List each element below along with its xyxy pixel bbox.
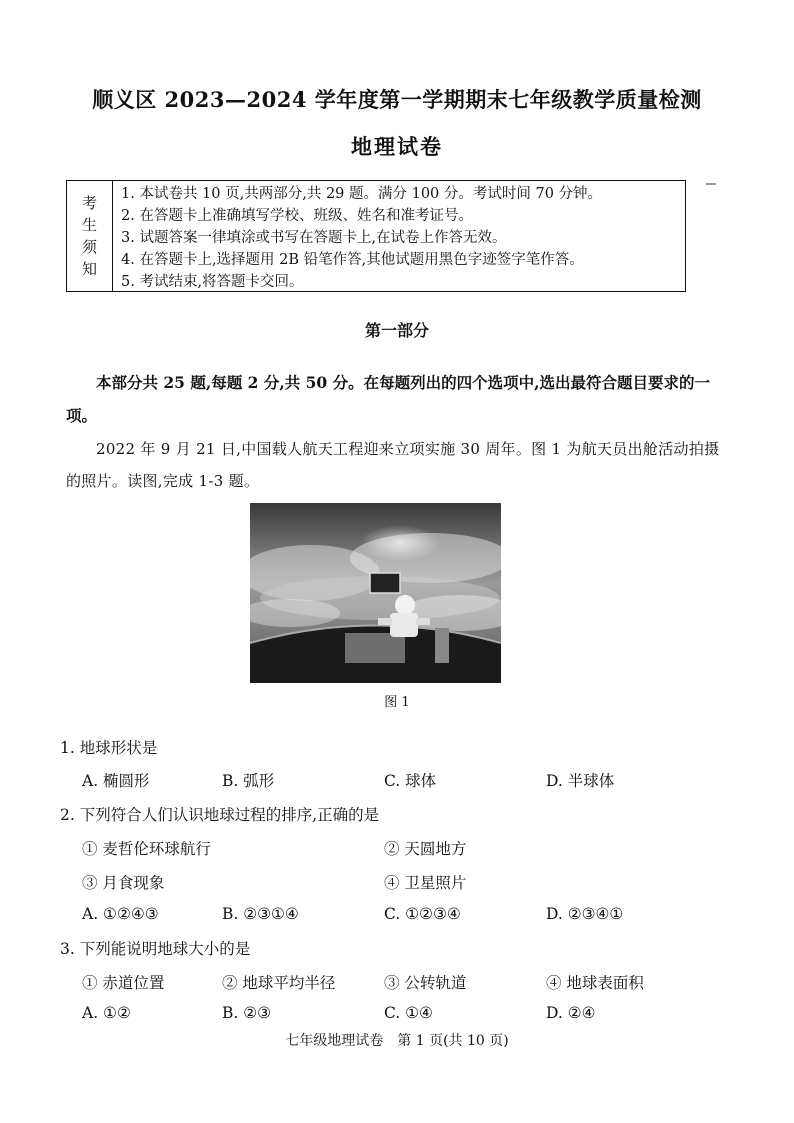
question-2-option-d[interactable]: D. ②③④① — [546, 905, 624, 923]
notice-label-char: 生 — [81, 216, 97, 234]
question-1-option-a[interactable]: A. 椭圆形 — [82, 772, 150, 790]
question-context: 2022 年 9 月 21 日,中国载人航天工程迎来立项实施 30 周年。图 1 为航天员出舱活动拍摄的照片。读图,完成 1-3 题。 — [66, 440, 720, 490]
question-3-stem: 3. 下列能说明地球大小的是 — [60, 940, 251, 958]
question-2-item: ③ 月食现象 — [82, 874, 165, 892]
notice-box — [66, 180, 686, 292]
section-title: 第一部分 — [364, 321, 429, 340]
notice-item: 4. 在答题卡上,选择题用 2B 铅笔作答,其他试题用黑色字迹签字笔作答。 — [121, 252, 584, 268]
question-3-option-c[interactable]: C. ①④ — [384, 1004, 433, 1022]
question-2-option-b[interactable]: B. ②③①④ — [222, 905, 299, 923]
question-2-item: ② 天圆地方 — [384, 840, 467, 858]
question-1-option-c[interactable]: C. 球体 — [384, 772, 437, 790]
notice-label-char: 须 — [81, 238, 97, 256]
question-2-item: ④ 卫星照片 — [384, 874, 467, 892]
question-3-item: ① 赤道位置 — [82, 974, 165, 992]
figure-caption: 图 1 — [384, 695, 410, 710]
notice-item: 1. 本试卷共 10 页,共两部分,共 29 题。满分 100 分。考试时间 70 分钟。 — [121, 186, 603, 202]
question-1-stem: 1. 地球形状是 — [60, 739, 158, 757]
scan-mark — [706, 183, 716, 185]
notice-label-char: 知 — [81, 260, 97, 278]
question-3-option-b[interactable]: B. ②③ — [222, 1004, 272, 1022]
section-intro: 本部分共 25 题,每题 2 分,共 50 分。在每题列出的四个选项中,选出最符合题目要求的一项。 — [66, 373, 710, 425]
question-2-item: ① 麦哲伦环球航行 — [82, 840, 211, 858]
question-3-item: ③ 公转轨道 — [384, 974, 467, 992]
notice-item: 2. 在答题卡上准确填写学校、班级、姓名和准考证号。 — [121, 208, 473, 224]
notice-item: 5. 考试结束,将答题卡交回。 — [121, 274, 304, 290]
notice-label-char: 考 — [81, 194, 97, 212]
astronaut-photo — [250, 503, 501, 683]
page-footer: 七年级地理试卷 第 1 页(共 10 页) — [285, 1033, 509, 1049]
question-3-option-a[interactable]: A. ①② — [82, 1004, 131, 1022]
question-1-option-b[interactable]: B. 弧形 — [222, 772, 275, 790]
exam-title: 顺义区 2023—2024 学年度第一学期期末七年级教学质量检测 — [92, 87, 702, 112]
question-2-stem: 2. 下列符合人们认识地球过程的排序,正确的是 — [60, 806, 380, 824]
exam-subject: 地理试卷 — [351, 134, 443, 159]
question-3-item: ④ 地球表面积 — [546, 974, 644, 992]
question-1-option-d[interactable]: D. 半球体 — [546, 772, 615, 790]
astronaut-image — [250, 503, 501, 683]
notice-item: 3. 试题答案一律填涂或书写在答题卡上,在试卷上作答无效。 — [121, 230, 507, 246]
notice-label — [67, 181, 113, 291]
question-3-option-d[interactable]: D. ②④ — [546, 1004, 596, 1022]
question-3-item: ② 地球平均半径 — [222, 974, 336, 992]
notice-list — [113, 181, 602, 291]
question-2-option-c[interactable]: C. ①②③④ — [384, 905, 461, 923]
question-2-option-a[interactable]: A. ①②④③ — [82, 905, 159, 923]
